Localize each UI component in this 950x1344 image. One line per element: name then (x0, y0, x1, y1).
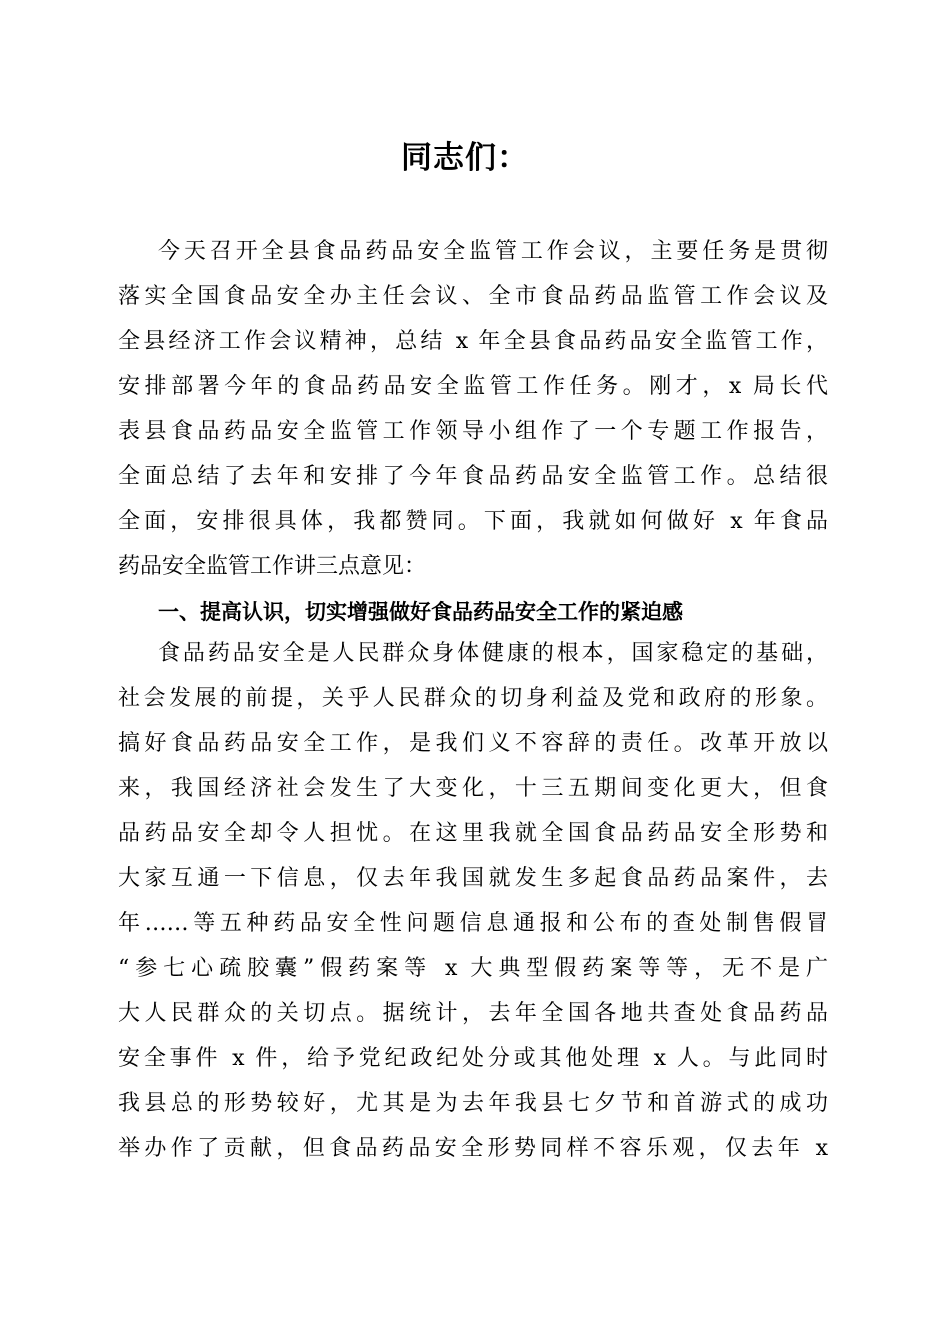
text-line: 药品安全监管工作讲三点意见： (118, 554, 427, 579)
page-title: 同志们： (401, 140, 529, 176)
text-line: 搞好食品药品安全工作，是我们义不容辞的责任。改革开放以 (118, 731, 828, 756)
text-line: 全县经济工作会议精神，总结 x 年全县食品药品安全监管工作， (118, 329, 828, 354)
text-line: 我县总的形势较好，尤其是为去年我县七夕节和首游式的成功 (118, 1091, 828, 1116)
text-line: 全面总结了去年和安排了今年食品药品安全监管工作。总结很 (118, 464, 828, 489)
text-line: 全面，安排很具体，我都赞同。下面，我就如何做好 x 年食品 (118, 509, 828, 534)
section-heading: 一、提高认识，切实增强做好食品药品安全工作的紧迫感 (158, 600, 683, 624)
text-line: 今天召开全县食品药品安全监管工作会议，主要任务是贯彻 (158, 239, 828, 264)
text-line: 社会发展的前提，关乎人民群众的切身利益及党和政府的形象。 (118, 686, 828, 711)
text-line: 大人民群众的关切点。据统计，去年全国各地共查处食品药品 (118, 1001, 828, 1026)
text-line: 大家互通一下信息，仅去年我国就发生多起食品药品案件，去 (118, 866, 828, 891)
text-line: 来，我国经济社会发生了大变化，十三五期间变化更大，但食 (118, 776, 828, 801)
text-line: 食品药品安全是人民群众身体健康的根本，国家稳定的基础， (158, 641, 828, 666)
text-line: 安排部署今年的食品药品安全监管工作任务。刚才，x 局长代 (118, 374, 828, 399)
text-line: 安全事件 x 件，给予党纪政纪处分或其他处理 x 人。与此同时 (118, 1046, 828, 1071)
text-line: 表县食品药品安全监管工作领导小组作了一个专题工作报告， (118, 419, 828, 444)
text-line: “参七心疏胶囊”假药案等 x 大典型假药案等等，无不是广 (118, 956, 828, 981)
text-line: 品药品安全却令人担忧。在这里我就全国食品药品安全形势和 (118, 821, 828, 846)
text-line: 落实全国食品安全办主任会议、全市食品药品监管工作会议及 (118, 284, 828, 309)
text-line: 年……等五种药品安全性问题信息通报和公布的查处制售假冒 (118, 911, 828, 936)
text-line: 举办作了贡献，但食品药品安全形势同样不容乐观，仅去年 x (118, 1136, 828, 1161)
